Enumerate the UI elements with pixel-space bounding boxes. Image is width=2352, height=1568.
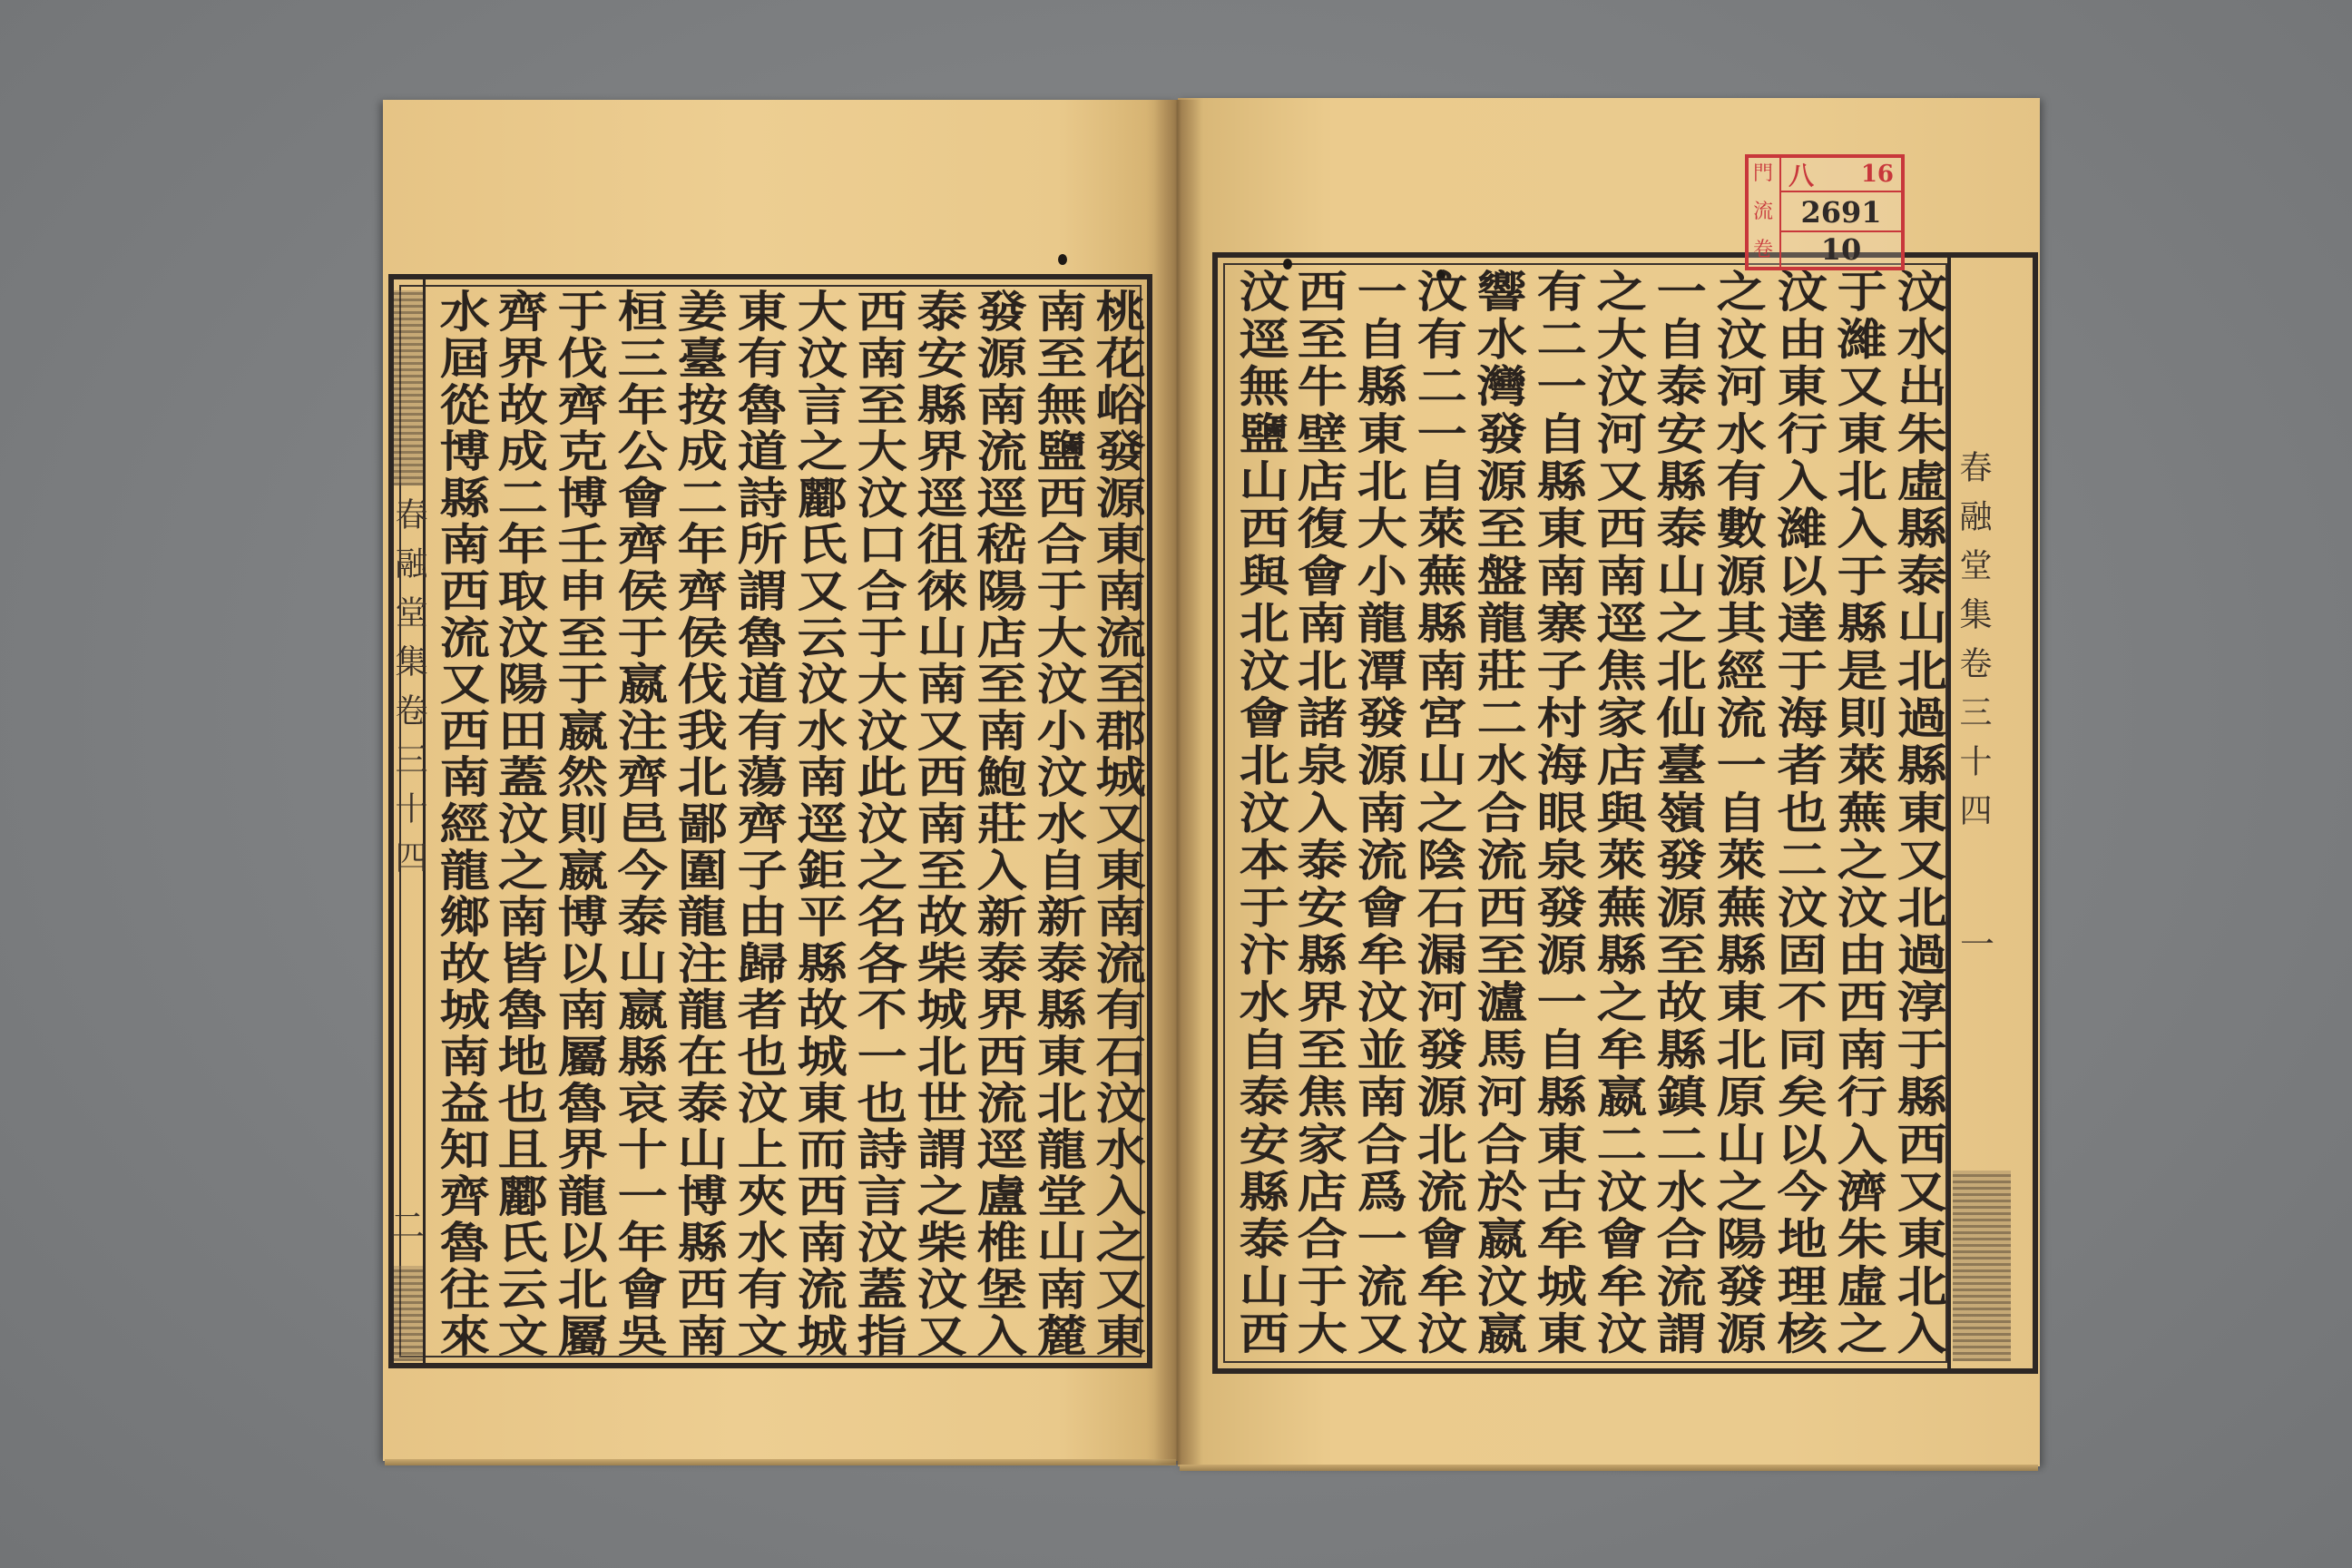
text-column: 泰安縣界逕徂徠山南又西南至故柴城北世謂之柴汶又 [907,289,967,1359]
text-column: 汶有二一自萊蕪縣南宮山之陰石漏河發源北流會牟汶 [1407,269,1467,1358]
text-column: 南至無鹽西合于大汶小汶水自新泰縣東北龍堂山南麓 [1027,289,1087,1359]
book-gutter [1154,100,1201,1465]
page-edge [1180,1465,2038,1471]
stamp-top-row [1781,158,1901,192]
text-column: 之大汶河又西南逕焦家店與萊蕪縣之牟嬴二汶會牟汶 [1587,269,1647,1358]
text-column: 桓三年公會齊侯于嬴注齊邑今泰山嬴縣哀十一年會吳 [608,289,668,1359]
stamp-number-top: 16 [1860,161,1894,188]
library-stamp [1745,154,1905,270]
stamp-label: 卷 [1753,239,1774,261]
text-column: 汶逕無鹽山西與北汶會北汶本于汴水自泰安縣泰山西 [1230,269,1289,1358]
text-column: 大汶言之酈氏又云汶水南逕鉅平縣故城東而西南流城 [788,289,848,1359]
stamp-call-number: 2691 [1800,195,1882,230]
text-column: 有二一自縣東南寨子村海眼泉發源一自縣東古牟城東 [1527,269,1587,1358]
text-column: 桃花峪發源東南流至郡城又東南流有石汶水入之又東 [1086,289,1146,1359]
text-column: 之汶河水有數源其經流一自萊蕪縣東北原山之陽發源 [1707,269,1767,1358]
text-column: 水屆從博縣南西流又西南經龍鄉故城南益知齊魯往來 [430,289,490,1359]
text-column: 汶水出朱虛縣泰山北過縣東又北過淳于縣西又東北入 [1887,269,1947,1358]
stamp-label-column [1749,158,1781,267]
page-edge [385,1459,1176,1465]
stamp-volume-number: 10 [1820,232,1862,267]
fold-black-mouth [394,1266,423,1361]
text-column: 于伐齊克博壬申至于嬴然則嬴博以南屬魯界龍以北屬 [548,289,608,1359]
folio-title: 春融堂集卷三十四 [390,497,427,889]
folio-page-number: 一 [1960,925,1995,965]
text-column: 姜臺按成二年齊侯伐我北鄙圍龍注龍在泰山博縣西南 [668,289,728,1359]
stamp-middle-row [1781,194,1901,232]
text-column: 發源南流逕嵇陽店至南鮑莊入新泰界西流逕盧椎堡入 [967,289,1027,1359]
stamp-label: 門 [1753,162,1774,185]
folio-page-number: 二 [390,1206,426,1246]
text-column: 西至牛壁店復會南北諸泉入泰安縣界至焦家店合于大 [1288,269,1348,1358]
text-column: 齊界故成二年取汶陽田蓋汶之南皆魯地也且酈氏云文 [488,289,548,1359]
stamp-bottom-row [1781,232,1901,267]
text-column: 東有魯道詩所謂魯道有蕩齊子由歸者也汶上夾水有文 [728,289,788,1359]
text-column: 響水灣發源至盤龍莊二水合流西至瀘馬河合於嬴汶嬴 [1467,269,1527,1358]
text-column: 西南至大汶口合于大汶此汶之名各不一也詩言汶蓋指 [848,289,907,1359]
text-column: 一自泰安縣泰山之北仙臺嶺發源至故縣鎮二水合流謂 [1647,269,1707,1358]
text-column: 汶由東行入濰以達于海者也二汶固不同矣以今地理核 [1768,269,1828,1358]
stamp-mark: 八 [1788,161,1815,191]
ink-dot [1058,254,1067,265]
fold-black-mouth [394,290,423,485]
folio-title: 春融堂集卷三十四 [1955,450,1992,842]
text-column: 于濰又東北入于縣是則萊蕪之汶由西南行入濟朱虛之 [1828,269,1887,1358]
fold-black-mouth [1953,1171,2011,1361]
stamp-label: 流 [1753,201,1774,223]
text-column: 一自縣東北大小龍潭發源南流會牟汶並南合爲一流又 [1348,269,1407,1358]
